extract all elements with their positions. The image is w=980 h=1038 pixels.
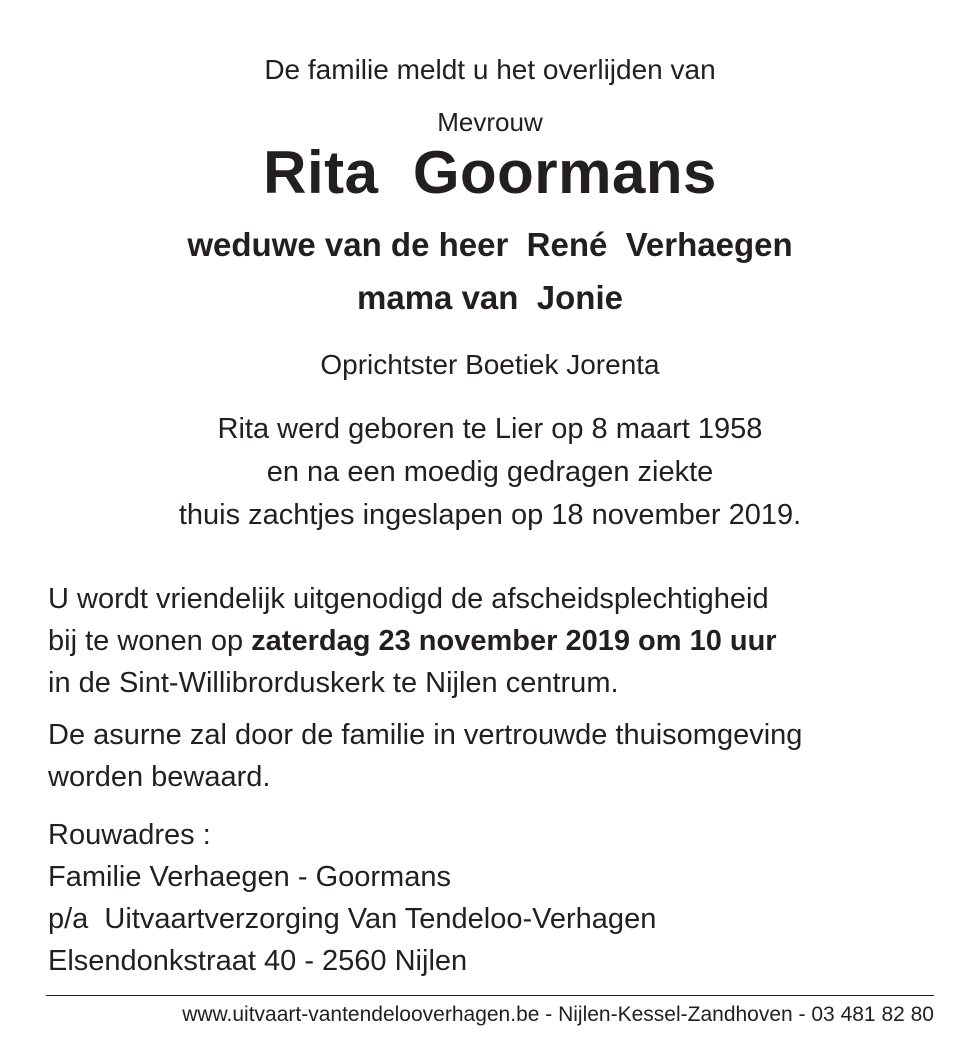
salutation: Mevrouw [437, 107, 543, 137]
deceased-name-text: Rita Goormans [263, 139, 717, 206]
ceremony-line: U wordt vriendelijk uitgenodigd de afscheidsplechtigheid [48, 583, 769, 615]
mourning-address [48, 814, 948, 982]
address-line [48, 898, 948, 940]
footer-contact: www.uitvaart-vantendelooverhagen.be - Nijlen-Kessel-Zandhoven - 03 481 82 80 [182, 1003, 934, 1026]
widow-line-text: weduwe van de heer René Verhaegen [187, 226, 793, 263]
widow-line [0, 225, 980, 265]
intro-text: De familie meldt u het overlijden van [264, 54, 716, 85]
deceased-name [0, 138, 980, 208]
ceremony-invitation [48, 578, 948, 704]
address-line: Elsendonkstraat 40 - 2560 Nijlen [48, 945, 468, 977]
life-line: Rita werd geboren te Lier op 8 maart 1958 [217, 413, 763, 445]
mother-line [0, 278, 980, 318]
address-line: Familie Verhaegen - Goormans [48, 861, 451, 893]
urn-line: De asurne zal door de familie in vertrouwde thuisomgeving [48, 719, 803, 751]
life-line: en na een moedig gedragen ziekte [266, 456, 714, 488]
mother-line-text: mama van Jonie [357, 279, 623, 316]
ceremony-date-prefix: bij te wonen op [48, 625, 252, 657]
ceremony-date-line [48, 620, 948, 662]
ceremony-location: in de Sint-Willibrorduskerk te Nijlen centrum. [48, 667, 619, 699]
address-line-text: p/a Uitvaartverzorging Van Tendeloo-Verhagen [48, 903, 657, 935]
urn-notice [48, 714, 948, 798]
footer-divider [46, 995, 934, 996]
life-line: thuis zachtjes ingeslapen op 18 november 2019. [178, 499, 802, 531]
address-heading: Rouwadres : [48, 819, 211, 851]
life-summary [0, 408, 980, 537]
urn-line: worden bewaard. [48, 761, 271, 793]
ceremony-date: zaterdag 23 november 2019 om 10 uur [251, 625, 777, 657]
founder-line: Oprichtster Boetiek Jorenta [320, 349, 660, 380]
